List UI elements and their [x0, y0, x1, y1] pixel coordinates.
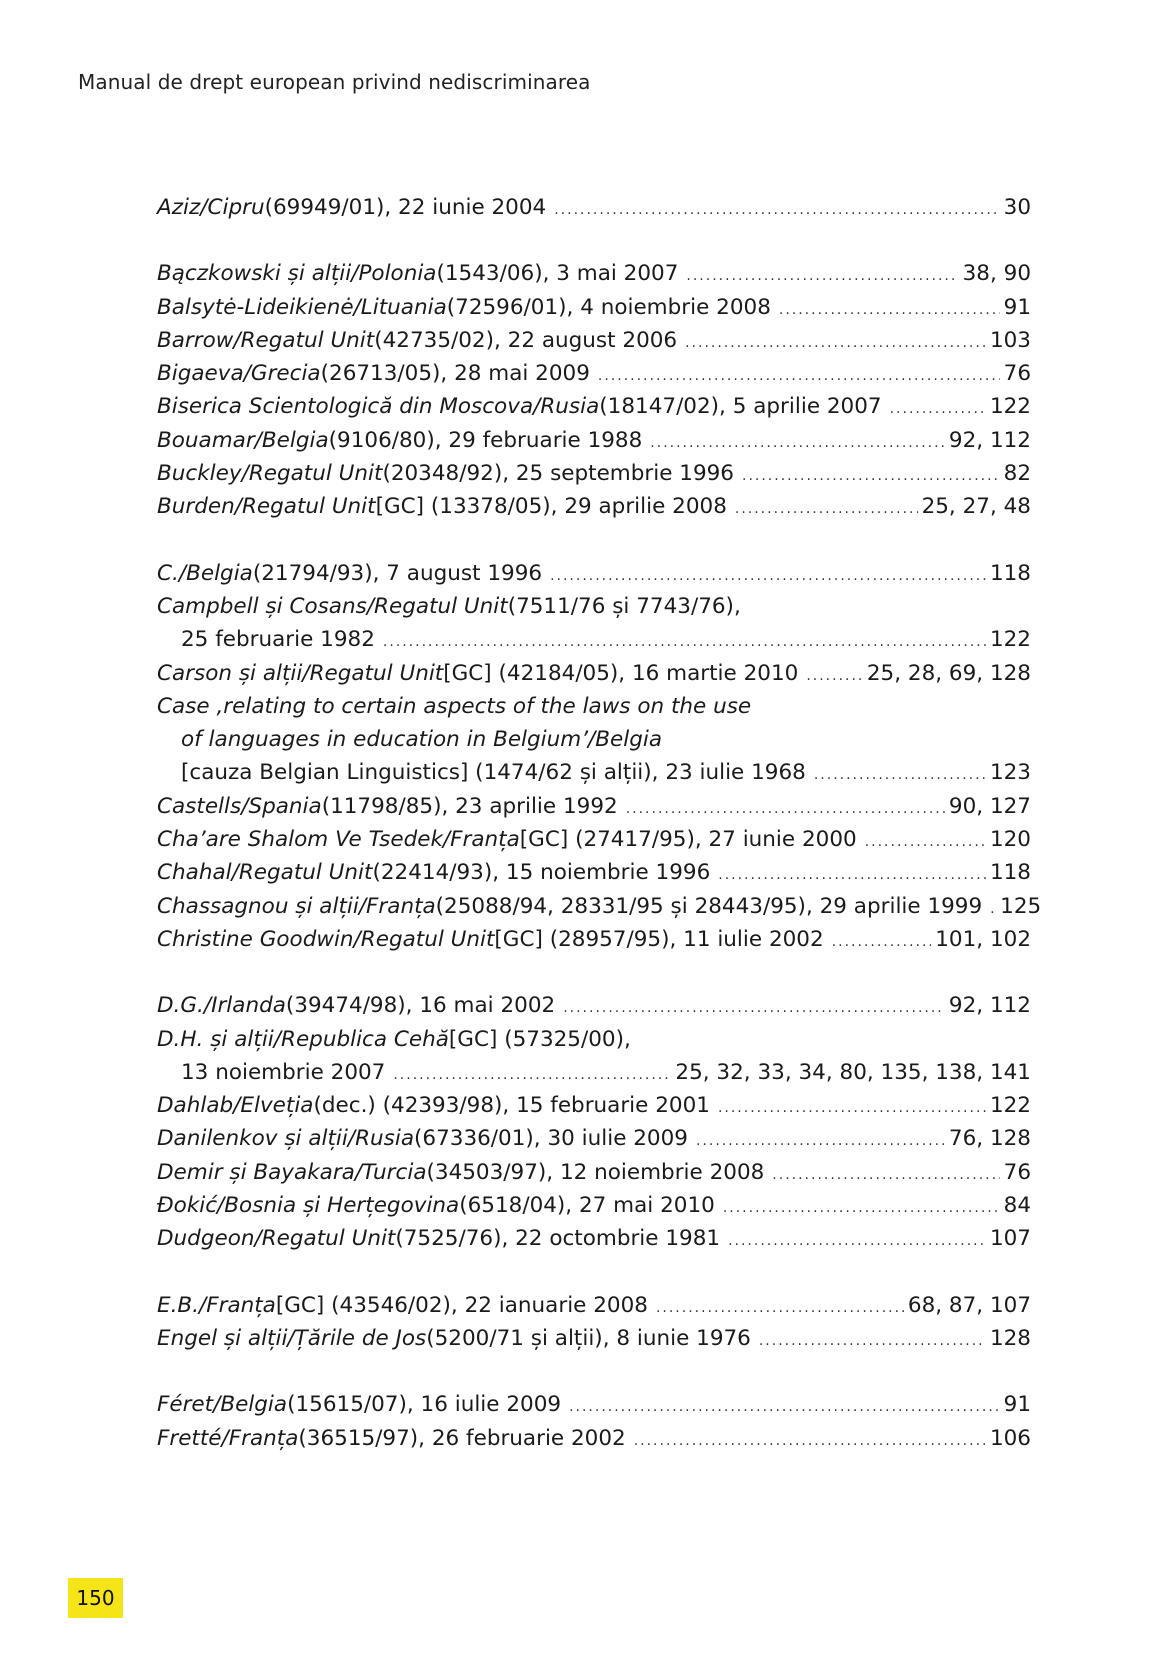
case-details: (21794/93), 7 august 1996	[252, 560, 543, 586]
case-details: [GC] (27417/95), 27 iunie 2000	[519, 827, 857, 853]
case-details: (20348/92), 25 septembrie 1996	[382, 461, 734, 487]
case-title: Chahal/Regatul Unit	[157, 860, 373, 886]
page-refs: 25, 28, 69, 128	[866, 660, 1031, 686]
case-details: (6518/04), 27 mai 2010	[459, 1193, 715, 1219]
dot-leader	[759, 1325, 986, 1358]
page-refs: 84	[1003, 1193, 1031, 1219]
index-group-b	[157, 257, 1031, 523]
page-refs: 101, 102	[935, 926, 1031, 952]
case-details: (69949/01), 22 iunie 2004	[264, 195, 547, 220]
case-title: Buckley/Regatul Unit	[157, 461, 383, 487]
index-entry	[157, 989, 1031, 1022]
index-group-f	[157, 1388, 1031, 1455]
case-title: Bouamar/Belgia	[157, 427, 329, 453]
case-details: (9106/80), 29 februarie 1988	[328, 427, 643, 453]
running-header: Manual de drept european privind nediscriminarea	[78, 70, 591, 94]
dot-leader	[696, 1125, 945, 1158]
case-title: Engel și alții/Țările de Jos	[157, 1325, 427, 1351]
dot-leader	[554, 194, 999, 227]
page-refs: 106	[989, 1425, 1031, 1451]
page-refs: 122	[989, 394, 1031, 420]
index-entry	[157, 357, 1031, 390]
index-entry-continuation	[157, 1056, 1031, 1089]
index-entry	[157, 191, 1031, 224]
case-title: Carson și alții/Regatul Unit	[157, 660, 444, 686]
dot-leader	[598, 360, 1000, 393]
case-title: Case ‚relating to certain aspects of the laws on the use	[157, 693, 752, 719]
index-entry	[157, 490, 1031, 523]
index-entry	[157, 1289, 1031, 1322]
case-details: (11798/85), 23 aprilie 1992	[321, 793, 618, 819]
index-entry	[157, 1156, 1031, 1189]
index-entry	[157, 1222, 1031, 1255]
index-entry	[157, 1189, 1031, 1222]
case-title: Campbell și Cosans/Regatul Unit	[157, 593, 508, 619]
case-details: 13 noiembrie 2007	[181, 1059, 386, 1085]
index-entry	[157, 424, 1031, 457]
dot-leader	[393, 1059, 671, 1092]
index-entry	[157, 823, 1031, 856]
page-refs: 90, 127	[948, 793, 1031, 819]
case-title: of languages in education in Belgium’/Belgia	[181, 727, 663, 753]
case-title: D.G./Irlanda	[157, 993, 286, 1019]
page-refs: 122	[989, 1093, 1031, 1119]
page-refs: 122	[989, 627, 1031, 653]
case-details: [GC] (42184/05), 16 martie 2010	[443, 660, 799, 686]
index-entry	[157, 790, 1031, 823]
index-entry-continuation	[157, 723, 1031, 756]
case-title: Bączkowski și alții/Polonia	[157, 261, 437, 287]
case-index	[157, 191, 1042, 1488]
case-title: Đokić/Bosnia și Herțegovina	[157, 1193, 460, 1219]
index-entry	[157, 1322, 1031, 1355]
dot-leader	[626, 793, 945, 826]
page-refs: 91	[1003, 1392, 1031, 1418]
case-title: Bigaeva/Grecia	[157, 361, 321, 387]
case-title: Demir și Bayakara/Turcia	[157, 1159, 427, 1185]
dot-leader	[832, 926, 932, 959]
case-title: Fretté/Franța	[157, 1425, 299, 1451]
index-entry	[157, 590, 1031, 623]
index-entry	[157, 690, 1031, 723]
dot-leader	[806, 660, 863, 693]
case-details: (5200/71 și alții), 8 iunie 1976	[426, 1325, 751, 1351]
page-refs: 76	[1003, 361, 1031, 387]
case-details: (67336/01), 30 iulie 2009	[414, 1126, 688, 1152]
case-title: Christine Goodwin/Regatul Unit	[157, 926, 495, 952]
page-refs: 30	[1003, 195, 1031, 220]
case-details: (36515/97), 26 februarie 2002	[298, 1425, 626, 1451]
page-refs: 25, 32, 33, 34, 80, 135, 138, 141	[675, 1059, 1031, 1085]
page-refs: 76	[1003, 1159, 1031, 1185]
case-details: (39474/98), 16 mai 2002	[285, 993, 556, 1019]
index-group-c	[157, 557, 1042, 957]
case-title: Chassagnou și alții/Franța	[157, 893, 436, 919]
page-number-badge: 150	[68, 1578, 123, 1618]
index-entry	[157, 1388, 1031, 1421]
dot-leader	[634, 1425, 986, 1458]
case-title: Barrow/Regatul Unit	[157, 327, 375, 353]
page-refs: 118	[989, 560, 1031, 586]
case-details: (7525/76), 22 octombrie 1981	[395, 1226, 721, 1252]
page-refs: 68, 87, 107	[907, 1292, 1031, 1318]
index-entry-continuation	[157, 623, 1031, 656]
page-refs: 76, 128	[948, 1126, 1031, 1152]
index-entry	[157, 1422, 1031, 1455]
index-group-a	[157, 191, 1031, 224]
dot-leader	[814, 759, 986, 792]
case-details: [cauza Belgian Linguistics] (1474/62 și alții), 23 iulie 1968	[181, 760, 806, 786]
dot-leader	[718, 859, 986, 892]
case-details: (dec.) (42393/98), 15 februarie 2001	[313, 1093, 710, 1119]
index-entry	[157, 257, 1031, 290]
case-details: (34503/97), 12 noiembrie 2008	[426, 1159, 765, 1185]
case-title: Dudgeon/Regatul Unit	[157, 1226, 396, 1252]
case-title: Danilenkov și alții/Rusia	[157, 1126, 415, 1152]
dot-leader	[685, 327, 986, 360]
page-refs: 91	[1003, 294, 1031, 320]
dot-leader	[865, 826, 986, 859]
case-details: [GC] (57325/00),	[448, 1026, 631, 1052]
page-refs: 103	[989, 327, 1031, 353]
case-details: [GC] (43546/02), 22 ianuarie 2008	[275, 1292, 648, 1318]
index-group-e	[157, 1289, 1031, 1356]
case-title: Balsytė-Lideikienė/Lituania	[157, 294, 447, 320]
page-refs: 118	[989, 860, 1031, 886]
index-entry	[157, 890, 1042, 923]
dot-leader	[890, 393, 986, 426]
page-refs: 107	[989, 1226, 1031, 1252]
dot-leader	[990, 893, 996, 926]
page-refs: 92, 112	[948, 993, 1031, 1019]
page-refs: 125	[1000, 893, 1042, 919]
page-refs: 120	[989, 827, 1031, 853]
case-title: Cha’are Shalom Ve Tsedek/Franța	[157, 827, 520, 853]
dot-leader	[550, 560, 986, 593]
dot-leader	[686, 260, 958, 293]
dot-leader	[718, 1092, 986, 1125]
case-details: (26713/05), 28 mai 2009	[320, 361, 590, 387]
case-details: (72596/01), 4 noiembrie 2008	[446, 294, 771, 320]
index-entry	[157, 1122, 1031, 1155]
index-entry	[157, 324, 1031, 357]
index-group-d	[157, 989, 1031, 1255]
page-refs: 38, 90	[962, 261, 1031, 287]
index-entry	[157, 657, 1031, 690]
page-refs: 25, 27, 48	[921, 494, 1031, 520]
dot-leader	[650, 427, 945, 460]
case-title: E.B./Franța	[157, 1292, 276, 1318]
case-title: D.H. și alții/Republica Cehă	[157, 1026, 449, 1052]
dot-leader	[563, 992, 945, 1025]
dot-leader	[779, 294, 1000, 327]
case-details: (15615/07), 16 iulie 2009	[287, 1392, 562, 1418]
case-title: Aziz/Cipru	[157, 195, 265, 220]
page-refs: 128	[989, 1325, 1031, 1351]
dot-leader	[383, 626, 986, 659]
index-entry	[157, 923, 1031, 956]
dot-leader	[742, 460, 1000, 493]
index-entry	[157, 1023, 1031, 1056]
page-refs: 123	[989, 760, 1031, 786]
dot-leader	[656, 1292, 904, 1325]
case-title: Biserica Scientologică din Moscova/Rusia	[157, 394, 600, 420]
case-title: C./Belgia	[157, 560, 253, 586]
index-entry	[157, 557, 1031, 590]
page-refs: 82	[1003, 461, 1031, 487]
case-details: (7511/76 și 7743/76),	[507, 593, 741, 619]
case-title: Dahlab/Elveția	[157, 1093, 314, 1119]
case-details: [GC] (13378/05), 29 aprilie 2008	[375, 494, 727, 520]
case-details: (22414/93), 15 noiembrie 1996	[372, 860, 711, 886]
case-details: (1543/06), 3 mai 2007	[436, 261, 679, 287]
case-title: Castells/Spania	[157, 793, 322, 819]
index-entry	[157, 291, 1031, 324]
dot-leader	[728, 1225, 986, 1258]
case-details: (42735/02), 22 august 2006	[374, 327, 678, 353]
case-title: Féret/Belgia	[157, 1392, 288, 1418]
case-title: Burden/Regatul Unit	[157, 494, 376, 520]
index-entry-continuation	[157, 756, 1031, 789]
index-entry	[157, 390, 1031, 423]
case-details: 25 februarie 1982	[181, 627, 375, 653]
page-refs: 92, 112	[948, 427, 1031, 453]
index-entry	[157, 1089, 1031, 1122]
dot-leader	[772, 1159, 999, 1192]
index-entry	[157, 457, 1031, 490]
case-details: [GC] (28957/95), 11 iulie 2002	[494, 926, 824, 952]
dot-leader	[735, 493, 918, 526]
dot-leader	[569, 1391, 1000, 1424]
index-entry	[157, 856, 1031, 889]
case-details: (18147/02), 5 aprilie 2007	[599, 394, 882, 420]
case-details: (25088/94, 28331/95 și 28443/95), 29 aprilie 1999	[435, 893, 983, 919]
dot-leader	[723, 1192, 1000, 1225]
